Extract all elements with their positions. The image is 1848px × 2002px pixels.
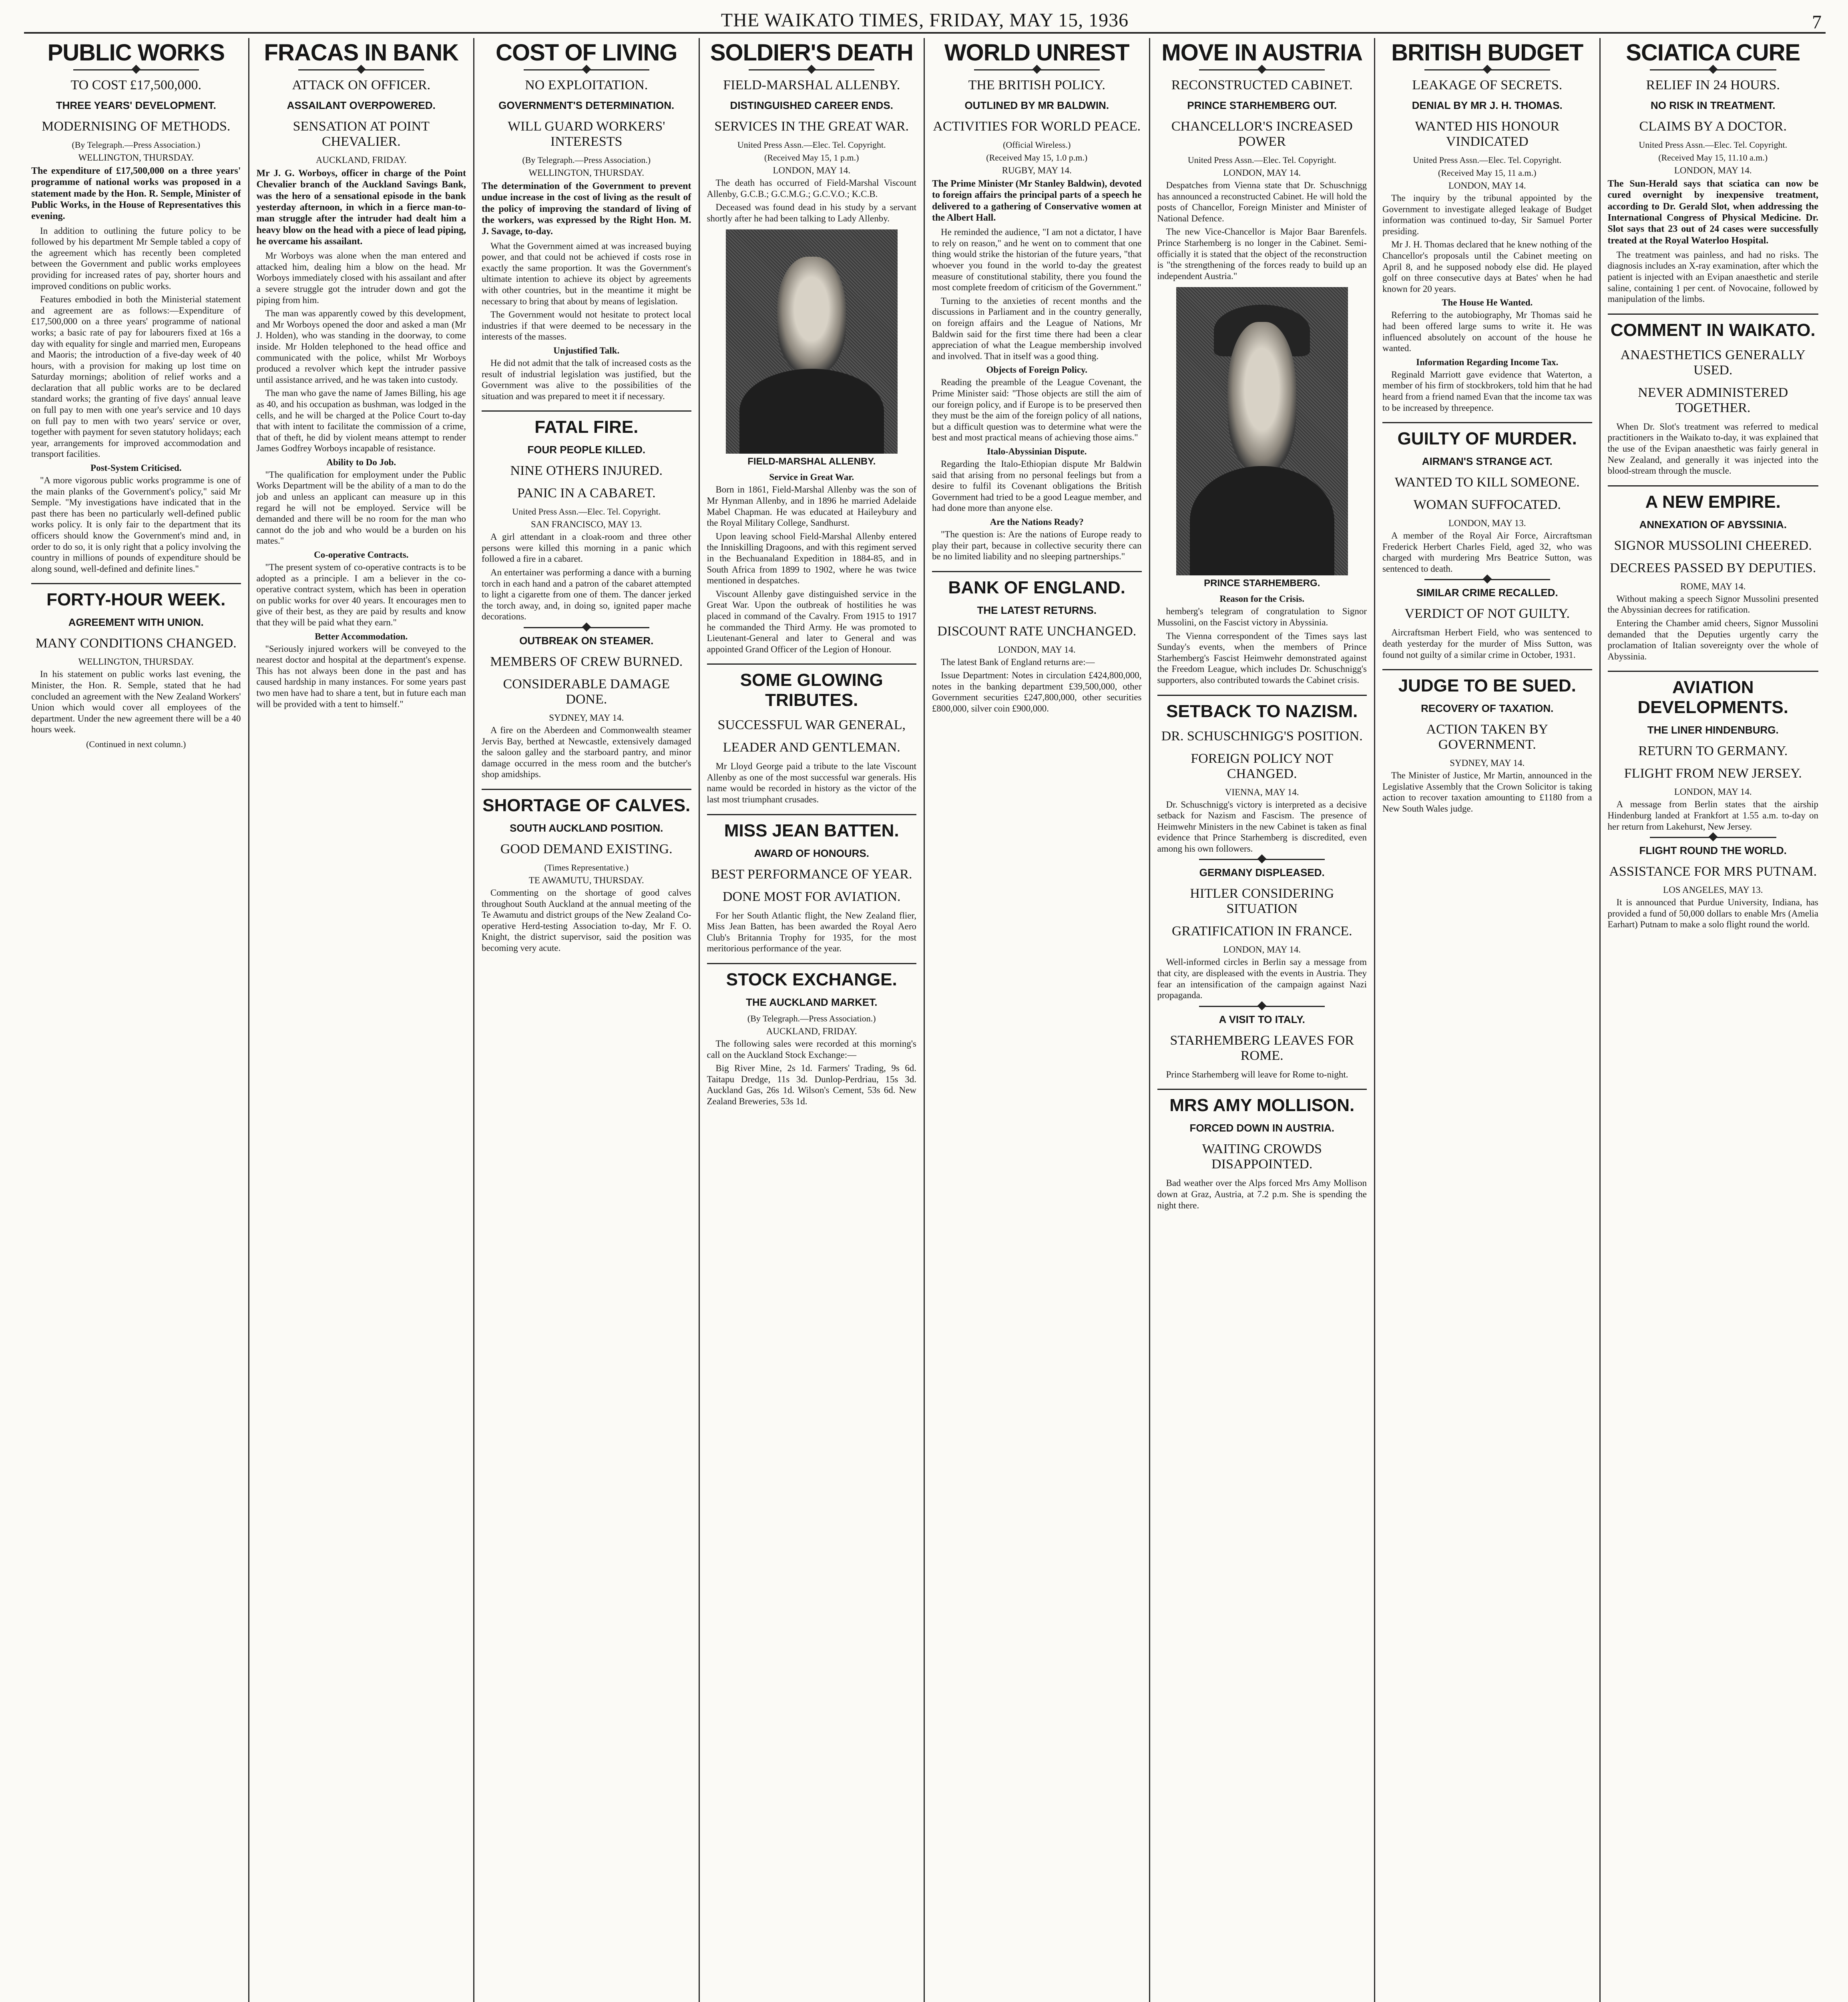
paragraph: Regarding the Italo-Ethiopian dispute Mr Baldwin said that arising from no personal feelings but from a desire to fulfil its Covenant obligations the British Government had tried to be a good League member, and had done more than anyone else. bbox=[932, 458, 1142, 513]
lead-paragraph: Mr J. G. Worboys, officer in charge of the Point Chevalier branch of the Auckland Savings Bank, was the hero of a sensational episode in the bank yesterday afternoon, in which in a fierce man-to-man struggle after the intruder had dealt him a heavy blow on the head with a piece of lead piping, he overcame his assailant. bbox=[256, 168, 466, 247]
paragraph: Mr Worboys was alone when the man entered and attacked him, dealing him a blow on the head. Mr Worboys immediately closed with his assailant and after a severe struggle got the intruder down and got the piping from him. bbox=[256, 251, 466, 305]
article-body bbox=[482, 725, 691, 780]
deck-line: ACTION TAKEN BY GOVERNMENT. bbox=[1426, 722, 1549, 752]
photo-caption: PRINCE STARHEMBERG. bbox=[1204, 578, 1320, 589]
deck-line: NINE OTHERS INJURED. bbox=[510, 463, 663, 478]
byline: United Press Assn.—Elec. Tel. Copyright. bbox=[1413, 155, 1562, 165]
headline: SOLDIER'S DEATH bbox=[710, 40, 913, 66]
article-body bbox=[31, 225, 241, 460]
byline: (By Telegraph.—Press Association.) bbox=[72, 140, 201, 150]
deck-line: MODERNISING OF METHODS. bbox=[42, 119, 231, 134]
divider bbox=[1650, 69, 1776, 70]
subheadline: A VISIT TO ITALY. bbox=[1219, 1013, 1305, 1025]
dateline: RUGBY, MAY 14. bbox=[1002, 165, 1072, 175]
section-headline: FATAL FIRE. bbox=[482, 410, 691, 437]
section-headline: GUILTY OF MURDER. bbox=[1382, 422, 1592, 449]
paragraph: Born in 1861, Field-Marshal Allenby was the son of Mr Hynman Allenby, and in 1896 he married Adelaide Mabel Chapman. He was educated at Haileybury and the Royal Military College, Sandhurst. bbox=[707, 484, 916, 528]
section-subhead: Objects of Foreign Policy. bbox=[986, 365, 1088, 375]
dateline: ROME, MAY 14. bbox=[1680, 581, 1746, 591]
deck-line: NEVER ADMINISTERED TOGETHER. bbox=[1638, 385, 1788, 415]
deck-line: NO EXPLOITATION. bbox=[525, 78, 648, 92]
dateline: LONDON, MAY 14. bbox=[1674, 787, 1752, 797]
section-subhead: Post-System Criticised. bbox=[90, 463, 182, 473]
deck-line: WOMAN SUFFOCATED. bbox=[1413, 497, 1561, 513]
headline: SCIATICA CURE bbox=[1626, 40, 1800, 66]
deck-line: LEADER AND GENTLEMAN. bbox=[723, 740, 900, 755]
deck-line: RETURN TO GERMANY. bbox=[1638, 744, 1788, 759]
deck-line: CLAIMS BY A DOCTOR. bbox=[1639, 119, 1787, 134]
paragraph: Mr Lloyd George paid a tribute to the late Viscount Allenby as one of the most successful war generals. His name would be recorded in history as the victor of the last most triumphant crusades. bbox=[707, 761, 916, 805]
dateline: LONDON, MAY 13. bbox=[1448, 518, 1526, 529]
dateline: LONDON, MAY 14. bbox=[1674, 165, 1752, 175]
paragraph: "The present system of co-operative contracts is to be adopted as a principle. I am a believer in the co-operative contract system, which has been in operation on public works for over 40 years. It encourages men to give of their best, as they are paid by results and know that they will be paid what they earn." bbox=[256, 562, 466, 627]
lead-paragraph: The Sun-Herald says that sciatica can now be cured overnight by inexpensive treatment, according to Dr. Gerald Slot, when addressing the International Congress of Physical Medicine. Dr. Slot says that 23 out of 24 cases were successfully treated at the Royal Waterloo Hospital. bbox=[1607, 179, 1818, 246]
paragraph: The latest Bank of England returns are:— bbox=[941, 657, 1095, 667]
dateline: SYDNEY, MAY 14. bbox=[1450, 758, 1525, 768]
section-headline: JUDGE TO BE SUED. bbox=[1382, 669, 1592, 696]
news-column bbox=[1375, 38, 1601, 2002]
deck-line: SERVICES IN THE GREAT WAR. bbox=[714, 119, 909, 134]
paragraph: He did not admit that the talk of increased costs as the result of industrial legislation was justified, but the Government was alive to the possibilities of the situation and was prepared to meet it if necessary. bbox=[482, 358, 691, 401]
article-body bbox=[1382, 193, 1592, 294]
byline: United Press Assn.—Elec. Tel. Copyright. bbox=[1639, 140, 1788, 150]
deck-line: WILL GUARD WORKERS' INTERESTS bbox=[508, 119, 665, 149]
paragraph: Dr. Schuschnigg's victory is interpreted as a decisive setback for Nazism and Fascism. The presence of Heimwehr Ministers in the new Cabinet is taken as final evidence that Prince Starhemberg is discredited, even among his own followers. bbox=[1157, 799, 1367, 854]
divider bbox=[974, 69, 1100, 70]
paragraph: The Vienna correspondent of the Times says last Sunday's events, when the members of Prince Starhemberg's Fascist Heimwehr demonstrated against the Freedom League, which includes Dr. Schuschnigg's supporters, also contributed towards the Cabinet crisis. bbox=[1157, 631, 1367, 685]
article-body bbox=[257, 562, 466, 628]
section-subhead: Better Accommodation. bbox=[315, 631, 408, 641]
deck-line: DONE MOST FOR AVIATION. bbox=[722, 889, 901, 904]
article-body bbox=[1157, 180, 1367, 281]
divider bbox=[524, 69, 649, 70]
subheadline: RECOVERY OF TAXATION. bbox=[1421, 702, 1554, 715]
subheadline: OUTLINED BY MR BALDWIN. bbox=[964, 99, 1109, 111]
byline: (By Telegraph.—Press Association.) bbox=[522, 155, 651, 165]
deck-line: RECONSTRUCTED CABINET. bbox=[1171, 78, 1353, 92]
section-headline: SHORTAGE OF CALVES. bbox=[482, 789, 691, 816]
paragraph: Viscount Allenby gave distinguished service in the Great War. Upon the outbreak of hostilities he was placed in command of the Cavalry. From 1915 to 1917 he commanded the Third Army. He was promoted to Lieutenant-General and later to General and was appointed Grand Officer of the Legion of Honour. bbox=[707, 589, 916, 654]
divider bbox=[1424, 579, 1550, 580]
article-body bbox=[257, 469, 466, 547]
section-subhead: The House He Wanted. bbox=[1442, 297, 1533, 308]
divider bbox=[73, 69, 199, 70]
paragraph: For her South Atlantic flight, the New Zealand flier, Miss Jean Batten, has been awarded the Royal Aero Club's Britannia Trophy for 1935, for the most meritorious performance of the year. bbox=[707, 910, 916, 954]
deck-line: FIELD-MARSHAL ALLENBY. bbox=[723, 78, 900, 92]
lead-paragraph: The expenditure of £17,500,000 on a three years' programme of national works was proposed in a statement made by the Hon. R. Semple, Minister of Public Works, in the House of Representatives this evening. bbox=[31, 166, 241, 222]
section-headline: COMMENT IN WAIKATO. bbox=[1608, 314, 1819, 340]
article-body bbox=[1382, 530, 1592, 574]
paragraph: What the Government aimed at was increased buying power, and that could not be achieved if costs rose in exactly the same proportion. It was the Government's ultimate intention to achieve its object by agreements with other countries, but in the meantime it might be necessary to bring that about by means of legislation. bbox=[482, 241, 691, 306]
article-body bbox=[707, 761, 917, 805]
paragraph: A message from Berlin states that the airship Hindenburg landed at Frankfort at 1.55 a.m. to-day on her return from Lakehurst, New Jersey. bbox=[1607, 799, 1818, 832]
deck-line: CHANCELLOR'S INCREASED POWER bbox=[1171, 119, 1353, 149]
received-line: (Received May 15, 11 a.m.) bbox=[1438, 168, 1537, 178]
paragraph: Deceased was found dead in his study by a servant shortly after he had been talking to Lady Allenby. bbox=[707, 202, 916, 223]
article-body bbox=[1608, 799, 1819, 832]
dateline: TE AWAMUTU, THURSDAY. bbox=[528, 875, 644, 885]
subheadline: AGREEMENT WITH UNION. bbox=[68, 616, 204, 629]
section-headline: STOCK EXCHANGE. bbox=[707, 963, 917, 990]
news-column bbox=[474, 38, 700, 2002]
paragraph: Upon leaving school Field-Marshal Allenby entered the Inniskilling Dragoons, and with this regiment served in the Bechuanaland Expedition in 1884-85, and in South Africa from 1899 to 1902, where he was twice mentioned in despatches. bbox=[707, 531, 916, 586]
section-headline: SETBACK TO NAZISM. bbox=[1157, 695, 1367, 722]
section-subhead: Unjustified Talk. bbox=[553, 345, 620, 356]
deck-line: CONSIDERABLE DAMAGE DONE. bbox=[503, 677, 670, 707]
article-body bbox=[1608, 593, 1819, 662]
dateline: SYDNEY, MAY 14. bbox=[549, 713, 624, 723]
article-body bbox=[482, 887, 691, 954]
deck-line: ANAESTHETICS GENERALLY USED. bbox=[1620, 347, 1806, 378]
deck-line: BEST PERFORMANCE OF YEAR. bbox=[711, 866, 912, 882]
paragraph: Reginald Marriott gave evidence that Waterton, a member of his firm of stockbrokers, told him that he had heard from a friend named Evan that the income tax was to be increased by threepence. bbox=[1382, 369, 1592, 413]
paragraph: The inquiry by the tribunal appointed by the Government to investigate alleged leakage of Budget information was continued to-day, Sir Samuel Porter presiding. bbox=[1382, 193, 1592, 236]
paragraph: Big River Mine, 2s 1d. Farmers' Trading, 9s 6d. Taitapu Dredge, 11s 3d. Dunlop-Perdriau, 15s 3d. Auckland Gas, 26s 1d. Wilson's Cement, 53s 6d. New Zealand Breweries, 53s 1d. bbox=[707, 1063, 916, 1106]
deck-line: MANY CONDITIONS CHANGED. bbox=[35, 636, 237, 651]
headline: COST OF LIVING bbox=[496, 40, 677, 66]
divider bbox=[1199, 1006, 1325, 1007]
paragraph: hemberg's telegram of congratulation to Signor Mussolini, on the Fascist victory in Abyssinia. bbox=[1157, 606, 1367, 627]
article-body bbox=[1157, 799, 1367, 854]
divider bbox=[1199, 859, 1325, 860]
deck-line: GOOD DEMAND EXISTING. bbox=[500, 842, 673, 856]
subheadline: PRINCE STARHEMBERG OUT. bbox=[1187, 99, 1337, 111]
article-body bbox=[932, 657, 1142, 714]
paragraph: The new Vice-Chancellor is Major Baar Barenfels. Prince Starhemberg is no longer in the Cabinet. Semi-officially it is stated that the object of the reconstruction is "the strengthening of the forces ready to build up an independent Austria." bbox=[1157, 227, 1367, 281]
section-subhead: Service in Great War. bbox=[769, 472, 854, 482]
subheadline: GERMANY DISPLEASED. bbox=[1199, 866, 1325, 879]
section-subhead: Information Regarding Income Tax. bbox=[1416, 357, 1559, 367]
divider bbox=[1650, 837, 1776, 838]
article-body bbox=[1157, 606, 1367, 628]
news-column bbox=[249, 38, 475, 2002]
dateline: WELLINGTON, THURSDAY. bbox=[78, 657, 194, 667]
dateline: VIENNA, MAY 14. bbox=[1225, 787, 1299, 797]
article-body bbox=[932, 529, 1142, 562]
received-line: (Received May 15, 1 p.m.) bbox=[764, 153, 859, 163]
subheadline: SOUTH AUCKLAND POSITION. bbox=[510, 822, 663, 834]
byline: (Official Wireless.) bbox=[1003, 140, 1071, 150]
headline: BRITISH BUDGET bbox=[1391, 40, 1583, 66]
lead-paragraph: The Prime Minister (Mr Stanley Baldwin), devoted to foreign affairs the principal parts of a speech he delivered to a gathering of Conservative women at the Albert Hall. bbox=[932, 179, 1142, 223]
paragraph: The death has occurred of Field-Marshal Viscount Allenby, G.C.B.; G.C.M.G.; G.C.V.O.; K.C.B. bbox=[707, 178, 916, 199]
subheadline: FOUR PEOPLE KILLED. bbox=[527, 444, 646, 456]
photo-caption: FIELD-MARSHAL ALLENBY. bbox=[747, 456, 876, 467]
news-column bbox=[700, 38, 925, 2002]
article-body bbox=[1382, 770, 1592, 814]
dateline: LOS ANGELES, MAY 13. bbox=[1663, 885, 1763, 895]
deck-line: DR. SCHUSCHNIGG'S POSITION. bbox=[1161, 728, 1363, 744]
paragraph: Issue Department: Notes in circulation £424,800,000, notes in the banking department £39,500,000, other Government securities £247,800,000, other securities £800,000, silver coin £900,000. bbox=[932, 670, 1142, 714]
article-body bbox=[31, 669, 241, 735]
article-body bbox=[932, 227, 1142, 362]
subheadline: THE LATEST RETURNS. bbox=[977, 604, 1097, 616]
headline: MOVE IN AUSTRIA bbox=[1161, 40, 1363, 66]
section-subhead: Co-operative Contracts. bbox=[314, 550, 409, 560]
section-headline: MRS AMY MOLLISON. bbox=[1157, 1089, 1367, 1116]
news-column bbox=[1150, 38, 1376, 2002]
dateline: LONDON, MAY 14. bbox=[1448, 181, 1526, 191]
byline: (By Telegraph.—Press Association.) bbox=[747, 1013, 876, 1024]
subheadline: THE AUCKLAND MARKET. bbox=[746, 996, 878, 1009]
section-headline: SOME GLOWING TRIBUTES. bbox=[707, 663, 917, 710]
masthead-title: THE WAIKATO TIMES, FRIDAY, MAY 15, 1936 bbox=[721, 9, 1129, 31]
divider bbox=[298, 69, 424, 70]
divider bbox=[749, 69, 874, 70]
subheadline: DENIAL BY MR J. H. THOMAS. bbox=[1412, 99, 1563, 111]
section-headline: BANK OF ENGLAND. bbox=[932, 571, 1142, 598]
subheadline: SIMILAR CRIME RECALLED. bbox=[1416, 587, 1558, 599]
paragraph: Well-informed circles in Berlin say a message from that city, are displeased with the events in Austria. They fear an intensification of the campaign against Nazi propaganda. bbox=[1157, 957, 1367, 1001]
deck-line: SENSATION AT POINT CHEVALIER. bbox=[293, 119, 430, 149]
paragraph: Prince Starhemberg will leave for Rome to-night. bbox=[1166, 1069, 1348, 1079]
article-body bbox=[1157, 957, 1367, 1001]
subheadline: ANNEXATION OF ABYSSINIA. bbox=[1639, 518, 1787, 531]
paragraph: "The qualification for employment under the Public Works Department will be the ability of a man to do the job and unless an applicant can measure up in this regard he will not be employed. Service will be demanded and there will be no room for the man who cannot do the job and who would be a burden on his mates." bbox=[256, 469, 466, 546]
article-body bbox=[257, 643, 466, 710]
article-body bbox=[1157, 1178, 1367, 1211]
paragraph: "The question is: Are the nations of Europe ready to play their part, because in collective security there can be no limited liability and no sleeping partnerships." bbox=[932, 529, 1142, 562]
paragraph: Turning to the anxieties of recent months and the discussions in Parliament and in the country generally, on foreign affairs and the League of Nations, Mr Baldwin said for the first time there had been a clear appreciation of what the League membership involved and involved. That in itself was a good thing. bbox=[932, 295, 1142, 361]
article-body bbox=[482, 241, 691, 342]
subheadline: THE LINER HINDENBURG. bbox=[1647, 724, 1779, 736]
paragraph: Referring to the autobiography, Mr Thomas said he had been offered large sums to write it. He was influenced absolutely on account of the house he wanted. bbox=[1382, 310, 1592, 354]
lead-paragraph: The determination of the Government to prevent undue increase in the cost of living as the result of the policy of improving the standard of living of the workers, was expressed by the Right Hon. M. J. Savage, to-day. bbox=[482, 181, 691, 237]
subheadline: GOVERNMENT'S DETERMINATION. bbox=[498, 99, 675, 111]
paragraph: "A more vigorous public works programme is one of the main planks of the Government's policy," said Mr Semple. "My investigations have indicated that in the past there has been no particularly well-defined public works policy. It is only fair to the department that its officers should know the Government's mind and, in order to do so, it is only right that a policy involving the country in millions of pounds of expenditure should be along sound, well-defined and definite lines." bbox=[31, 475, 241, 574]
dateline: AUCKLAND, FRIDAY. bbox=[766, 1026, 857, 1037]
paragraph: "Seriously injured workers will be conveyed to the nearest doctor and hospital at the department's expense. This has not always been done in the past and has caused hardship in many instances. For some years past two men have had to share a tent, but in future each man will be provided with a tent to himself." bbox=[256, 643, 466, 709]
headline: PUBLIC WORKS bbox=[47, 40, 225, 66]
paragraph: In his statement on public works last evening, the Minister, the Hon. R. Semple, stated that he had concluded an agreement with the New Zealand Workers' Union which would cover all employees of the department. Under the new agreement there will be a 40 hours week. bbox=[31, 669, 241, 735]
divider bbox=[524, 627, 649, 628]
subheadline: THREE YEARS' DEVELOPMENT. bbox=[56, 99, 216, 111]
divider bbox=[1199, 69, 1325, 70]
dateline: LONDON, MAY 14. bbox=[1223, 945, 1301, 955]
article-body bbox=[1157, 1069, 1367, 1080]
section-headline: MISS JEAN BATTEN. bbox=[707, 814, 917, 841]
paragraph: Reading the preamble of the League Covenant, the Prime Minister said: "Those objects are still the aim of our foreign policy, and if Europe is to be preserved then they must be the aim of the foreign policy of all nations, but a difficult question was to determine what were the best and most practical means of achieving those aims." bbox=[932, 377, 1142, 443]
deck-line: FLIGHT FROM NEW JERSEY. bbox=[1624, 766, 1802, 781]
deck-line: VERDICT OF NOT GUILTY. bbox=[1404, 606, 1570, 621]
paragraph: Entering the Chamber amid cheers, Signor Mussolini demanded that the Deputies urgently carry the proclamation of Italian sovereignty over the whole of Abyssinia. bbox=[1607, 618, 1818, 661]
page-number: 7 bbox=[1812, 12, 1822, 33]
received-line: (Received May 15, 11.10 a.m.) bbox=[1658, 153, 1768, 163]
article-body bbox=[31, 475, 241, 574]
deck-line: THE BRITISH POLICY. bbox=[968, 78, 1105, 92]
deck-line: STARHEMBERG LEAVES FOR ROME. bbox=[1170, 1033, 1354, 1063]
article-body bbox=[932, 458, 1142, 514]
news-column bbox=[24, 38, 249, 2002]
article-body bbox=[1157, 631, 1367, 686]
dateline: WELLINGTON, THURSDAY. bbox=[78, 153, 194, 163]
deck-line: WAITING CROWDS DISAPPOINTED. bbox=[1202, 1142, 1322, 1172]
article-body bbox=[1608, 249, 1819, 305]
paragraph: Aircraftsman Herbert Field, who was sentenced to death yesterday for the murder of Miss Sutton, was found not guilty of a similar crime in October, 1931. bbox=[1382, 627, 1592, 660]
article-body bbox=[482, 531, 691, 622]
dateline: WELLINGTON, THURSDAY. bbox=[528, 168, 645, 178]
deck-line: WANTED HIS HONOUR VINDICATED bbox=[1415, 119, 1560, 149]
section-subhead: Are the Nations Ready? bbox=[990, 517, 1084, 527]
subheadline: FORCED DOWN IN AUSTRIA. bbox=[1189, 1122, 1335, 1134]
dateline: SAN FRANCISCO, MAY 13. bbox=[530, 519, 642, 530]
article-body bbox=[707, 589, 917, 655]
paragraph: Features embodied in both the Ministerial statement and agreement are as follows:—Expenditure of £17,500,000 on a three years' programme of national works; a basic rate of pay for labourers fixed at 16s a day with equality for single and married men, Europeans and Maoris; the introduction of a five-day week of 40 hours, with a provision for making up lost time on Saturday mornings; abolition of relief works and a declaration that all public works are to be declared standard works; the granting of five days' annual leave on full pay to men with one year's service and 10 days on full pay to men with two years' service or over, together with payment for seven statutory holidays; each year, arrangements for improved accommodation and transport facilities. bbox=[31, 294, 241, 459]
columns bbox=[24, 38, 1826, 2002]
article-body bbox=[482, 358, 691, 402]
portrait-photo bbox=[726, 229, 898, 454]
paragraph: The Government would not hesitate to protect local industries if that were deemed to be necessary in the interests of the masses. bbox=[482, 310, 691, 342]
paragraph: A girl attendant in a cloak-room and three other persons were killed this morning in a panic which followed a fire in a cabaret. bbox=[482, 532, 691, 564]
divider bbox=[1424, 69, 1550, 70]
deck-line: SUCCESSFUL WAR GENERAL, bbox=[717, 718, 906, 733]
deck-line: ACTIVITIES FOR WORLD PEACE. bbox=[933, 119, 1141, 134]
paragraph: When Dr. Slot's treatment was referred to medical practitioners in the Waikato to-day, it was explained that the use of the Evipan anaesthetic was fairly general in New Zealand, and generally it was injected into the blood-stream through the muscle. bbox=[1607, 421, 1818, 476]
portrait-photo bbox=[1176, 287, 1348, 575]
paragraph: Mr J. H. Thomas declared that he knew nothing of the Chancellor's proposals until the Cabinet meeting on April 8, and he supposed nobody else did. He played golf on three consecutive days at Bates' when he had known for 20 years. bbox=[1382, 239, 1592, 294]
deck-line: SIGNOR MUSSOLINI CHEERED. bbox=[1614, 538, 1812, 553]
article-body bbox=[932, 377, 1142, 443]
dateline: LONDON, MAY 14. bbox=[998, 644, 1076, 655]
deck-line: ATTACK ON OFFICER. bbox=[292, 78, 431, 92]
paragraph: A member of the Royal Air Force, Aircraftsman Frederick Herbert Charles Field, aged 32, who was charged with murdering Mrs Beatrice Sutton, was sentenced to death. bbox=[1382, 531, 1592, 574]
deck-line: MEMBERS OF CREW BURNED. bbox=[490, 654, 683, 669]
received-line: (Received May 15, 1.0 p.m.) bbox=[986, 153, 1088, 163]
paragraph: It is announced that Purdue University, Indiana, has provided a fund of 50,000 dollars to enable Mrs (Amelia Earhart) Putnam to make a solo flight round the world. bbox=[1607, 897, 1818, 930]
paragraph: The Minister of Justice, Mr Martin, announced in the Legislative Assembly that the Crown Solicitor is taking action to recover taxation amounting to £1180 from a New South Wales judge. bbox=[1382, 770, 1592, 814]
deck-line: WANTED TO KILL SOMEONE. bbox=[1394, 475, 1580, 490]
subheadline: AIRMAN'S STRANGE ACT. bbox=[1422, 455, 1553, 468]
subheadline: DISTINGUISHED CAREER ENDS. bbox=[730, 99, 893, 111]
article-body bbox=[1382, 627, 1592, 660]
dateline: LONDON, MAY 14. bbox=[1223, 168, 1301, 178]
deck-line: TO COST £17,500,000. bbox=[70, 78, 201, 92]
section-subhead: Ability to Do Job. bbox=[326, 457, 396, 467]
paragraph: He reminded the audience, "I am not a dictator, I have to rely on reason," and he went on to comment that one thing would strike the historian of the future years, "that whoever you found in the world to-day the greatest measure of constitutional stability, there you found the most complete freedom of criticism of the Government." bbox=[932, 227, 1142, 293]
paragraph: The man who gave the name of James Billing, his age as 40, and his occupation as bushman, was lodged in the cells, and he will be charged at the Police Court to-day that with intent to facilitate the commission of a crime, that of theft, he did by violent means attempt to render James Godfrey Worboys incapable of resistance. bbox=[256, 388, 466, 454]
deck-line: GRATIFICATION IN FRANCE. bbox=[1171, 924, 1352, 939]
byline: United Press Assn.—Elec. Tel. Copyright. bbox=[737, 140, 886, 150]
deck-line: HITLER CONSIDERING SITUATION bbox=[1190, 886, 1334, 917]
deck-line: PANIC IN A CABARET. bbox=[517, 486, 656, 501]
section-headline: AVIATION DEVELOPMENTS. bbox=[1608, 671, 1819, 718]
section-subhead: Italo-Abyssinian Dispute. bbox=[987, 446, 1087, 456]
subheadline: AWARD OF HONOURS. bbox=[754, 847, 869, 859]
paragraph: The man was apparently cowed by this development, and Mr Worboys opened the door and asked a man (Mr J. Holden), who was standing in the doorway, to come inside. Mr Holden telephoned to the head office and communicated with the police, whilst Mr Worboys produced a revolver which kept the intruder passive until assistance arrived, and he was taken into custody. bbox=[256, 308, 466, 385]
deck-line: ASSISTANCE FOR MRS PUTNAM. bbox=[1609, 864, 1817, 879]
paragraph: Commenting on the shortage of good calves throughout South Auckland at the annual meeting of the Te Awamutu and district groups of the New Zealand Co-operative Herd-testing Association to-day, Mr F. O. Knight, the district supervisor, said the position was becoming very acute. bbox=[482, 888, 691, 953]
news-column bbox=[1601, 38, 1826, 2002]
article-body bbox=[707, 484, 917, 586]
subheadline: NO RISK IN TREATMENT. bbox=[1650, 99, 1776, 111]
subheadline: FLIGHT ROUND THE WORLD. bbox=[1639, 844, 1787, 857]
article-body bbox=[1608, 421, 1819, 476]
article-body bbox=[257, 250, 466, 454]
deck-line: RELIEF IN 24 HOURS. bbox=[1646, 78, 1780, 92]
deck-line: DISCOUNT RATE UNCHANGED. bbox=[937, 623, 1137, 639]
paragraph: Without making a speech Signor Mussolini presented the Abyssinian decrees for ratification. bbox=[1607, 593, 1818, 615]
article-body bbox=[1608, 897, 1819, 930]
section-headline: A NEW EMPIRE. bbox=[1608, 485, 1819, 512]
article-body bbox=[707, 177, 917, 224]
article-body bbox=[1382, 310, 1592, 354]
byline: (Times Representative.) bbox=[544, 862, 629, 872]
byline: United Press Assn.—Elec. Tel. Copyright. bbox=[512, 507, 661, 517]
paragraph: In addition to outlining the future policy to be followed by his department Mr Semple tabled a copy of the agreement which has recently been completed between the Government and public works employees providing for increased rates of pay, shorter hours and improved conditions on public works. bbox=[31, 225, 241, 291]
article-body bbox=[1382, 369, 1592, 413]
paragraph: The treatment was painless, and had no risks. The diagnosis includes an X-ray examination, after which the patient is injected with an Evipan anaesthetic and sterile saline, containing 1 per cent. of Novocaine, followed by manipulation of the limbs. bbox=[1607, 249, 1818, 304]
continued-note: (Continued in next column.) bbox=[86, 739, 186, 749]
byline: United Press Assn.—Elec. Tel. Copyright. bbox=[1187, 155, 1336, 165]
deck-line: LEAKAGE OF SECRETS. bbox=[1412, 78, 1563, 92]
dateline: LONDON, MAY 14. bbox=[773, 165, 851, 175]
news-column bbox=[925, 38, 1150, 2002]
paragraph: A fire on the Aberdeen and Commonwealth steamer Jervis Bay, berthed at Newcastle, extensively damaged the saloon galley and the starboard pantry, and minor damage occurred in the mess room and the butcher's shop amidships. bbox=[482, 725, 691, 780]
deck-line: DECREES PASSED BY DEPUTIES. bbox=[1610, 560, 1816, 575]
headline: WORLD UNREST bbox=[944, 40, 1129, 66]
section-headline: FORTY-HOUR WEEK. bbox=[31, 583, 241, 610]
paragraph: Despatches from Vienna state that Dr. Schuschnigg has announced a reconstructed Cabinet. He will hold the posts of Chancellor, Foreign Minister and Minister of National Defence. bbox=[1157, 180, 1367, 223]
masthead bbox=[24, 8, 1826, 34]
subheadline: OUTBREAK ON STEAMER. bbox=[519, 635, 654, 647]
subheadline: ASSAILANT OVERPOWERED. bbox=[287, 99, 436, 111]
article-body bbox=[707, 910, 917, 954]
paragraph: An entertainer was performing a dance with a burning torch in each hand and a patron of the cabaret attempted to light a cigarette from one of them. The dancer jerked the torch away, and, in doing so, ignited paper mache decorations. bbox=[482, 567, 691, 622]
section-subhead: Reason for the Crisis. bbox=[1219, 594, 1305, 604]
article-body bbox=[707, 1038, 917, 1107]
headline: FRACAS IN BANK bbox=[264, 40, 458, 66]
paragraph: The following sales were recorded at this morning's call on the Auckland Stock Exchange:— bbox=[707, 1039, 916, 1060]
paragraph: Bad weather over the Alps forced Mrs Amy Mollison down at Graz, Austria, at 7.2 p.m. She is spending the night there. bbox=[1157, 1178, 1367, 1210]
deck-line: FOREIGN POLICY NOT CHANGED. bbox=[1191, 751, 1334, 781]
dateline: AUCKLAND, FRIDAY. bbox=[315, 155, 407, 165]
